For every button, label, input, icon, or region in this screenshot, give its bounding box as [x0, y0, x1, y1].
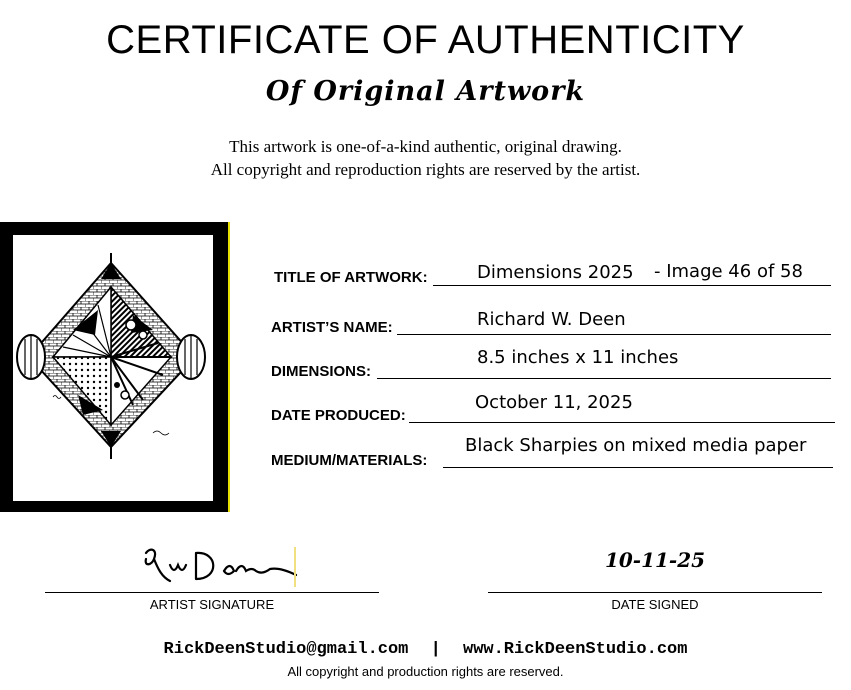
dimensions-label: DIMENSIONS: [271, 363, 372, 380]
contact-line [0, 640, 851, 659]
artist-signature-caption: ARTIST SIGNATURE [149, 597, 275, 612]
contact-email: RickDeenStudio@gmail.com [163, 640, 409, 659]
certificate-subtitle: Of Original Artwork [265, 76, 586, 107]
artist-name-value: Richard W. Deen [477, 309, 626, 330]
signature-marker [294, 547, 296, 587]
date-signed-caption: DATE SIGNED [611, 597, 699, 612]
frame-edge [228, 222, 230, 512]
title-label: TITLE OF ARTWORK: [274, 269, 428, 286]
intro-line-1: This artwork is one-of-a-kind authentic, original drawing. [229, 137, 622, 156]
artwork-drawing [13, 235, 213, 501]
date-signed-value: 10-11-25 [604, 548, 706, 572]
artist-name-underline [397, 334, 831, 335]
zentangle-drawing [13, 235, 213, 501]
dimensions-underline [377, 378, 831, 379]
dimensions-value: 8.5 inches x 11 inches [477, 347, 679, 368]
medium-value: Black Sharpies on mixed media paper [465, 435, 807, 456]
intro-line-2: All copyright and reproduction rights are reserved by the artist. [210, 160, 641, 179]
certificate-title: CERTIFICATE OF AUTHENTICITY [106, 18, 745, 62]
artist-signature-image [140, 545, 300, 589]
medium-label: MEDIUM/MATERIALS: [271, 452, 428, 469]
artist-name-label: ARTIST’S NAME: [271, 319, 393, 336]
date-signed-line [488, 592, 822, 593]
date-produced-underline [409, 422, 835, 423]
framed-artwork [0, 222, 228, 512]
artist-signature-line [45, 592, 379, 593]
date-produced-label: DATE PRODUCED: [271, 407, 406, 424]
contact-website: www.RickDeenStudio.com [463, 640, 688, 659]
title-extra: - Image 46 of 58 [654, 261, 803, 282]
contact-separator: | [430, 640, 441, 659]
title-underline [433, 285, 831, 286]
title-value: Dimensions 2025 [477, 262, 634, 283]
date-produced-value: October 11, 2025 [475, 392, 633, 413]
medium-underline [443, 467, 833, 468]
footer-notice: All copyright and production rights are reserved. [287, 664, 564, 679]
